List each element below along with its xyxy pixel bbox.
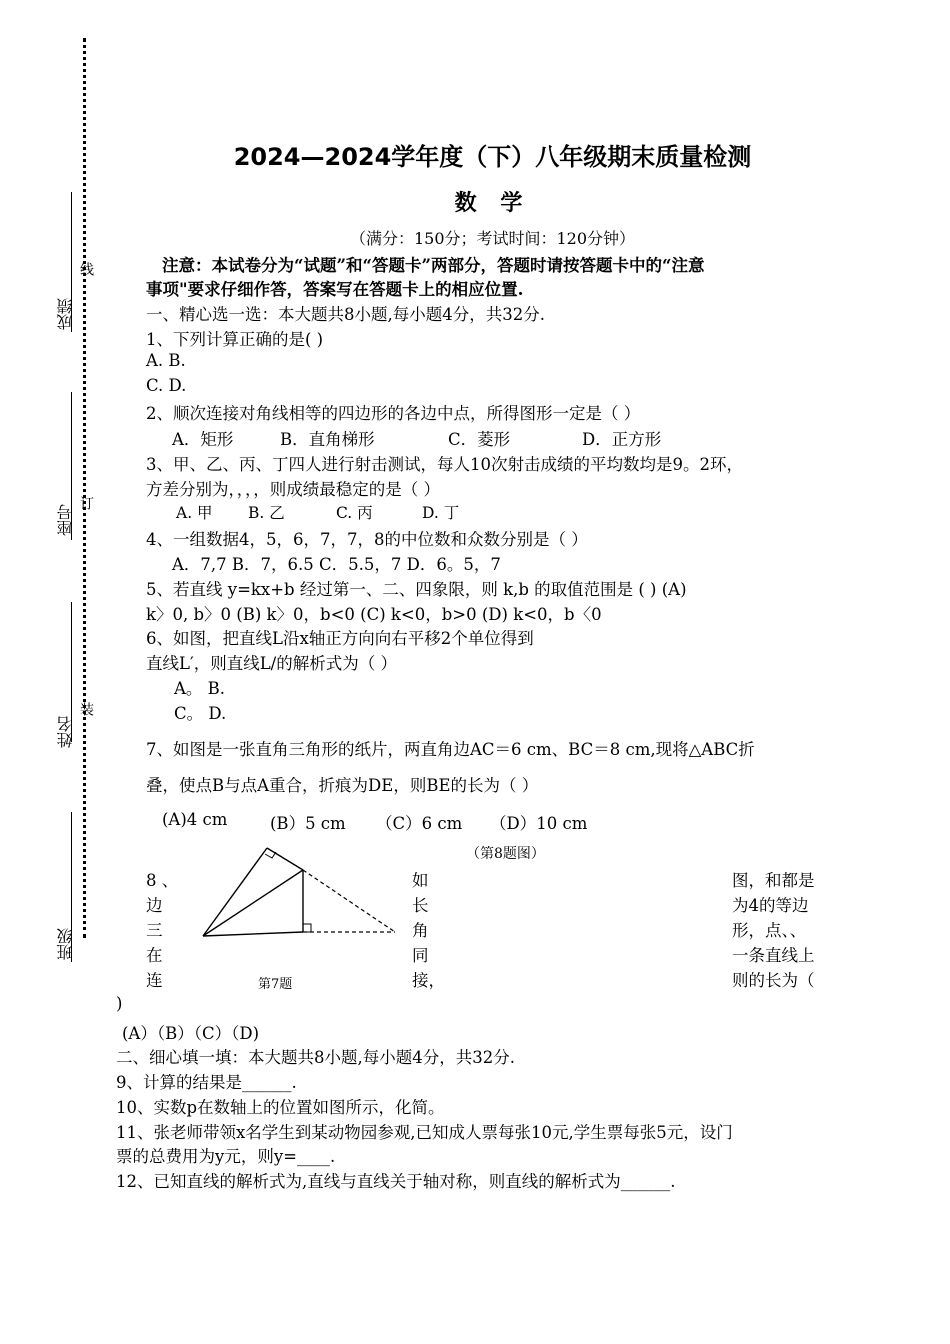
q8-right-3: 形，点、、 [732, 921, 807, 940]
q8-mid-3: 角 [412, 921, 429, 940]
q6-options-cd: C。 D. [174, 704, 227, 723]
class-label: 班级 [56, 928, 75, 960]
page-title: 2024—2024学年度（下）八年级期末质量检测 [233, 143, 752, 171]
fig7-triangle-figure [195, 842, 405, 942]
q2-option-c: C．菱形 [448, 430, 511, 449]
exam-meta: （满分：150分；考试时间：120分钟） [349, 229, 636, 248]
section1-heading: 一、精心选一选：本大题共8小题,每小题4分，共32分. [146, 305, 545, 324]
q8-right-column [732, 868, 815, 993]
q7-option-c: （C）6 cm [376, 814, 463, 833]
q8-right-2: 为4的等边 [732, 896, 809, 915]
q8-left-2: 边 [146, 896, 163, 915]
q2-option-a: A．矩形 [172, 430, 234, 449]
subject-title: 数 学 [454, 191, 531, 216]
q9-text: 9、计算的结果是______. [116, 1073, 297, 1092]
q8-left-1: 8 、 [146, 871, 179, 890]
q4-options: A．7,7 B．7，6.5 C．5.5，7 D．6。5，7 [172, 555, 501, 574]
q8-right-5: 则的长为（ [732, 971, 815, 990]
q3-option-d: D. 丁 [422, 504, 460, 522]
q2-option-b: B．直角梯形 [280, 430, 375, 449]
fig7-caption: 第7题 [258, 977, 293, 992]
note-line-2: 事项"要求仔细作答，答案写在答题卡上的相应位置. [146, 280, 524, 299]
q8-options: (A）（B）（C）（D) [122, 1024, 260, 1043]
q6-text-1: 6、如图，把直线L沿x轴正方向向右平移2个单位得到 [146, 629, 534, 648]
q8-mid-4: 同 [412, 946, 429, 965]
q8-left-column [146, 868, 178, 993]
q12-text: 12、已知直线的解析式为,直线与直线关于轴对称，则直线的解析式为______. [116, 1172, 676, 1191]
q8-middle-column [412, 868, 445, 993]
binding-order-label: 订 [78, 496, 94, 510]
q3-text-1: 3、甲、乙、丙、丁四人进行射击测试，每人10次射击成绩的平均数均是9。2环， [146, 455, 743, 474]
q8-mid-1: 如 [412, 871, 429, 890]
fig8-caption: （第8题图） [466, 846, 545, 862]
name-label: 姓名 [56, 716, 75, 748]
note-line-1: 注意：本试卷分为“试题”和“答题卡”两部分，答题时请按答题卡中的“注意 [162, 256, 705, 275]
seat-label: 座号 [56, 504, 75, 536]
q7-text-2: 叠，使点B与点A重合，折痕为DE，则BE的长为（ ） [146, 776, 539, 795]
score-label: 成绩 [56, 298, 75, 330]
q3-option-b: B. 乙 [248, 504, 285, 522]
q6-text-2: 直线L′，则直线L/的解析式为（ ） [146, 654, 397, 673]
binding-line-label: 线 [78, 262, 94, 276]
q8-mid-2: 长 [412, 896, 429, 915]
q7-option-d: （D）10 cm [490, 814, 588, 833]
q1-options-ab: A. B. [146, 351, 186, 370]
q2-text: 2、顺次连接对角线相等的四边形的各边中点，所得图形一定是（ ） [146, 404, 641, 423]
q5-text-1: 5、若直线 y=kx+b 经过第一、二、四象限，则 k,b 的取值范围是 ( ) (A) [146, 580, 687, 599]
q3-option-a: A. 甲 [176, 504, 213, 522]
binding-bind-label: 装 [78, 702, 94, 716]
q7-text-1: 7、如图是一张直角三角形的纸片，两直角边AC＝6 cm、BC＝8 cm,现将△ABC折 [146, 740, 755, 759]
section2-heading: 二、细心填一填：本大题共8小题,每小题4分，共32分. [116, 1048, 515, 1067]
q3-option-c: C. 丙 [336, 504, 373, 522]
q7-option-a: (A)4 cm [162, 810, 228, 829]
q8-right-4: 一条直线上 [732, 946, 815, 965]
q1-text: 1、下列计算正确的是( ) [146, 330, 324, 349]
q8-mid-5: 接， [412, 971, 445, 990]
q1-options-cd: C. D. [146, 376, 187, 395]
q2-option-d: D．正方形 [582, 430, 662, 449]
q8-right-1: 图，和都是 [732, 871, 815, 890]
q3-text-2: 方差分别为，，，，则成绩最稳定的是（ ） [146, 480, 440, 499]
binding-dotted-line [83, 38, 86, 938]
q7-option-b: (B）5 cm [270, 814, 346, 833]
q6-options-ab: A。 B. [174, 679, 226, 698]
q10-text: 10、实数p在数轴上的位置如图所示，化简。 [116, 1098, 445, 1117]
q8-left-3: 三 [146, 921, 163, 940]
q5-text-2: k〉0, b〉0 (B) k〉0，b<0 (C) k<0，b>0 (D) k<0，b〈0 [146, 605, 602, 624]
q4-text: 4、一组数据4，5，6，7，7，8的中位数和众数分别是（ ） [146, 530, 588, 549]
q8-close-paren: ) [116, 994, 123, 1013]
q8-left-4: 在 [146, 946, 163, 965]
q8-left-5: 连 [146, 971, 163, 990]
q11-text-2: 票的总费用为y元，则y=____. [116, 1147, 336, 1166]
q11-text-1: 11、张老师带领x名学生到某动物园参观,已知成人票每张10元,学生票每张5元，设门 [116, 1123, 733, 1142]
